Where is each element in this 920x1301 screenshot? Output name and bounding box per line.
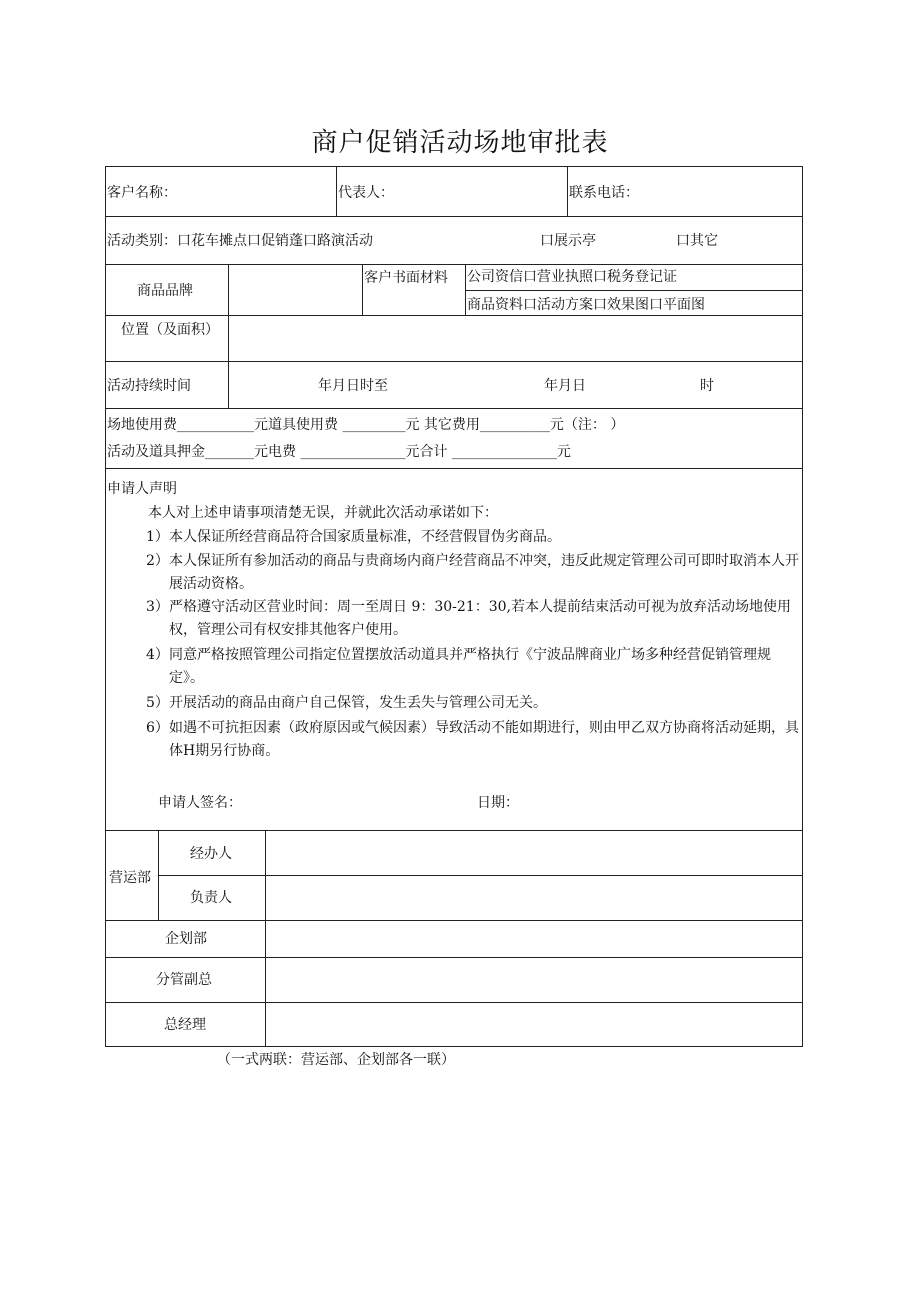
declaration-item: 本人保证所经营商品符合国家质量标准，不经营假冒伪劣商品。 — [169, 529, 561, 545]
duration-start: 年月日时至 — [318, 378, 388, 394]
row-divider — [158, 875, 802, 876]
item-number: 6） — [146, 720, 169, 736]
row-divider — [106, 920, 802, 921]
location-label: 位置（及面积） — [121, 322, 219, 338]
customer-name-label: 客户名称： — [107, 185, 177, 201]
row-divider — [106, 216, 802, 217]
ops-dept-label: 营运部 — [109, 870, 151, 886]
item-number: 3） — [146, 599, 169, 615]
col-divider — [465, 264, 466, 315]
declaration-intro: 本人对上述申请事项清楚无误，并就此次活动承诺如下： — [148, 505, 498, 521]
approval-form — [105, 166, 803, 1047]
row-divider — [106, 264, 802, 265]
row-divider — [106, 830, 802, 831]
declaration-item: 如遇不可抗拒因素（政府原因或气候因素）导致活动不能如期进行，则由甲乙双方协商将活动延期，具体H期另行协商。 — [169, 720, 799, 759]
declaration-item: 同意严格按照管理公司指定位置摆放活动道具并严格执行《宁波品牌商业广场多种经营促销管理规定》。 — [169, 647, 771, 686]
signature-label: 申请人签名： — [158, 795, 242, 811]
handler-label: 经办人 — [190, 846, 232, 862]
duration-end-hour: 时 — [700, 378, 714, 394]
row-divider — [106, 408, 802, 409]
row-divider — [106, 1002, 802, 1003]
duration-label: 活动持续时间 — [107, 378, 191, 394]
row-divider — [106, 361, 802, 362]
col-divider — [158, 830, 159, 920]
declaration-item: 严格遵守活动区营业时间：周一至周日 9：30-21：30,若本人提前结束活动可视为放弃活动场地使用权，管理公司有权安排其他客户使用。 — [169, 599, 791, 638]
declaration-item: 本人保证所有参加活动的商品与贵商场内商户经营商品不冲突，违反此规定管理公司可即时取消本人开展活动资格。 — [169, 553, 799, 592]
date-label: 日期： — [477, 795, 519, 811]
general-manager-label: 总经理 — [164, 1017, 206, 1033]
materials-label: 客户书面材料 — [364, 270, 448, 286]
phone-label: 联系电话： — [569, 185, 639, 201]
col-divider — [228, 264, 229, 408]
col-divider — [567, 167, 568, 216]
item-number: 1） — [146, 529, 169, 545]
row-divider — [106, 468, 802, 469]
col-divider — [336, 167, 337, 216]
activity-category: 活动类别：口花车摊点口促销蓬口路演活动 — [107, 233, 373, 249]
representative-label: 代表人： — [338, 185, 394, 201]
item-number: 4） — [146, 647, 169, 663]
category-booth: 口展示亭 — [540, 233, 596, 249]
brand-label: 商品品牌 — [137, 283, 193, 299]
declaration-heading: 申请人声明 — [107, 481, 177, 497]
planning-dept-label: 企划部 — [165, 931, 207, 947]
fees-line2: 活动及道具押金_______元电费 _______________元合计 _______________元 — [107, 444, 571, 460]
materials-line1: 公司资信口营业执照口税务登记证 — [467, 269, 677, 285]
item-number: 2） — [146, 553, 169, 569]
copy-note: （一式两联：营运部、企划部各一联） — [217, 1052, 455, 1068]
responsible-label: 负责人 — [190, 890, 232, 906]
declaration-item: 开展活动的商品由商户自己保管，发生丢失与管理公司无关。 — [169, 695, 547, 711]
row-divider — [106, 957, 802, 958]
col-divider — [362, 264, 363, 315]
materials-line2: 商品资料口活动方案口效果图口平面图 — [467, 297, 705, 313]
duration-end: 年月日 — [544, 378, 586, 394]
category-other: 口其它 — [676, 233, 718, 249]
page-title: 商户促销活动场地审批表 — [311, 128, 609, 158]
row-divider — [106, 315, 802, 316]
item-number: 5） — [146, 695, 169, 711]
materials-divider — [465, 290, 802, 291]
col-divider — [265, 830, 266, 1046]
fees-line1: 场地使用费___________元道具使用费 _________元 其它费用__________元（注： ） — [107, 417, 625, 433]
deputy-gm-label: 分管副总 — [156, 972, 212, 988]
